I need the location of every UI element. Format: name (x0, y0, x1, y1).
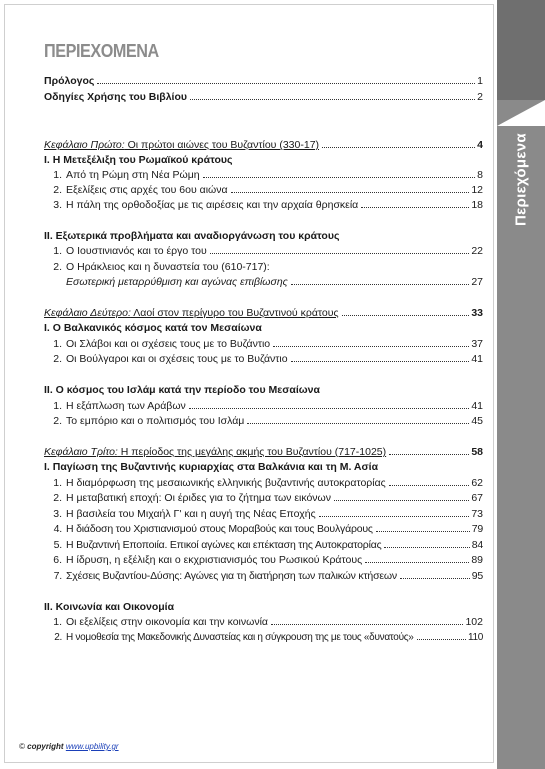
toc-number: 3. (53, 199, 62, 211)
footer-copyright (19, 742, 119, 751)
toc-page: 37 (471, 338, 483, 350)
leader-dots (203, 177, 476, 178)
section-heading-text: I. Ο Βαλκανικός κόσμος κατά τον Μεσαίωνα (44, 322, 262, 334)
toc-entry[interactable] (0, 197, 545, 213)
chapter-title: Οι πρώτοι αιώνες του Βυζαντίου (330-17) (124, 139, 320, 151)
leader-dots (247, 423, 469, 424)
toc-number: 2. (54, 632, 62, 643)
chapter-title: Η περίοδος της μεγάλης ακμής του Βυζαντίου (717-1025) (117, 446, 387, 458)
toc-entry-instructions[interactable] (0, 89, 545, 105)
toc-number: 2. (53, 492, 62, 504)
toc-entry[interactable] (0, 351, 545, 367)
toc-chapter-3[interactable] (0, 444, 545, 460)
leader-dots (384, 547, 469, 548)
toc-number: 1. (53, 169, 62, 181)
leader-dots (273, 346, 469, 347)
toc-label: Το εμπόριο και ο πολιτισμός του Ισλάμ (66, 415, 245, 427)
leader-dots (322, 147, 475, 148)
toc-number: 3. (53, 508, 62, 520)
footer-link[interactable]: www.upbility.gr (65, 742, 119, 751)
toc-entry[interactable] (0, 475, 545, 491)
leader-dots (189, 408, 470, 409)
leader-dots (97, 83, 475, 84)
toc-label: Οι Βούλγαροι και οι σχέσεις τους με το Βυζάντιο (66, 353, 288, 365)
toc-page: 102 (465, 616, 483, 628)
toc-page: 110 (467, 632, 483, 643)
toc-entry[interactable] (0, 537, 545, 553)
leader-dots (190, 99, 475, 100)
toc-page: 41 (471, 400, 483, 412)
toc-section-heading (0, 152, 545, 168)
toc-page: 73 (471, 508, 483, 520)
leader-dots (361, 207, 469, 208)
toc-label: Εξελίξεις στις αρχές του 6ου αιώνα (66, 184, 228, 196)
toc-label: Σχέσεις Βυζαντίου-Δύσης: Αγώνες για τη διατήρηση των παλικών κτήσεων (66, 570, 397, 582)
toc-entry[interactable] (0, 398, 545, 414)
toc-label: Η βασιλεία του Μιχαήλ Γ' και η αυγή της Νέας Εποχής (66, 508, 316, 520)
toc-entry[interactable] (0, 614, 545, 630)
toc-label: Εσωτερική μεταρρύθμιση και αγώνας επιβίωσης (66, 276, 288, 288)
toc-page: 95 (471, 570, 483, 582)
leader-dots (389, 454, 469, 455)
toc-entry[interactable] (0, 413, 545, 429)
toc-section-heading (0, 320, 545, 336)
toc-label: Ο Ηράκλειος και η δυναστεία του (610-717): (66, 261, 270, 273)
toc-section-heading (0, 599, 545, 615)
toc-page: 18 (471, 199, 483, 211)
section-heading-text: II. Κοινωνία και Οικονομία (44, 601, 175, 613)
toc-page: 12 (471, 184, 483, 196)
toc-page: 1 (477, 75, 483, 87)
toc-section-heading (0, 459, 545, 475)
toc-label: Η ίδρυση, η εξέλιξη και ο εκχριστιανισμός του Ρωσικού Κράτους (66, 554, 363, 566)
copyright-symbol: © (19, 742, 25, 751)
toc-section-heading (0, 382, 545, 398)
toc-entry[interactable] (0, 336, 545, 352)
toc-number: 4. (53, 523, 62, 535)
toc-number: 5. (53, 539, 62, 551)
toc-page: 22 (471, 245, 483, 257)
toc-entry-prologue[interactable] (0, 73, 545, 89)
toc-page: 89 (471, 554, 483, 566)
toc-label: Η εξάπλωση των Αράβων (66, 400, 186, 412)
toc-entry[interactable] (0, 568, 545, 584)
toc-entry[interactable] (0, 506, 545, 522)
toc-number: 1. (53, 616, 62, 628)
toc-page: 41 (471, 353, 483, 365)
toc-label: Από τη Ρώμη στη Νέα Ρώμη (66, 169, 200, 181)
leader-dots (334, 500, 469, 501)
toc-chapter-1[interactable] (0, 137, 545, 153)
toc-entry[interactable] (0, 243, 545, 259)
toc-number: 1. (53, 338, 62, 350)
toc-entry[interactable] (0, 630, 545, 646)
toc-label: Οδηγίες Χρήσης του Βιβλίου (44, 91, 187, 103)
toc-page: 4 (477, 139, 483, 151)
toc-entry[interactable] (0, 182, 545, 198)
leader-dots (417, 639, 466, 640)
toc-chapter-2[interactable] (0, 305, 545, 321)
toc-page: 27 (471, 276, 483, 288)
page-title: ΠΕΡΙΕΧΟΜΕΝΑ (44, 41, 159, 61)
toc-number: 2. (53, 353, 62, 365)
toc-label: Η Βυζαντινή Εποποιία. Επικοί αγώνες και επέκταση της Αυτοκρατορίας (66, 539, 382, 551)
toc-entry[interactable] (0, 552, 545, 568)
toc-page: 8 (477, 169, 483, 181)
toc-label: Πρόλογος (44, 75, 95, 87)
leader-dots (389, 485, 470, 486)
toc-entry[interactable] (0, 490, 545, 506)
side-tab-label: Περιεχόμενα (512, 133, 530, 227)
chapter-prefix: Κεφάλαιο Δεύτερο: (44, 307, 131, 319)
leader-dots (400, 578, 470, 579)
toc-number: 1. (53, 477, 62, 489)
section-heading-text: II. Εξωτερικά προβλήματα και αναδιοργάνωση του κράτους (44, 230, 340, 242)
leader-dots (291, 284, 470, 285)
toc-number: 1. (53, 245, 62, 257)
leader-dots (231, 192, 470, 193)
toc-label: Οι εξελίξεις στην οικονομία και την κοινωνία (66, 616, 268, 628)
leader-dots (376, 531, 470, 532)
leader-dots (271, 624, 463, 625)
toc-number: 1. (53, 400, 62, 412)
toc-label: Οι Σλάβοι και οι σχέσεις τους με το Βυζάντιο (66, 338, 271, 350)
toc-page: 67 (471, 492, 483, 504)
toc-page: 62 (471, 477, 483, 489)
toc-page: 84 (471, 539, 483, 551)
toc-number: 2. (53, 261, 62, 273)
chapter-prefix: Κεφάλαιο Πρώτο: (44, 139, 125, 151)
toc-number: 2. (53, 415, 62, 427)
leader-dots (210, 253, 470, 254)
toc-entry[interactable] (0, 521, 545, 537)
toc-page: 33 (471, 307, 483, 319)
toc-label: Ο Ιουστινιανός και το έργο του (66, 245, 207, 257)
leader-dots (342, 315, 470, 316)
toc-section-heading (0, 228, 545, 244)
toc-page: 79 (471, 523, 483, 535)
toc-entry[interactable] (0, 259, 545, 275)
leader-dots (319, 516, 470, 517)
section-heading-text: I. Παγίωση της Βυζαντινής κυριαρχίας στα Βαλκάνια και τη Μ. Ασία (44, 461, 379, 473)
section-heading-text: II. Ο κόσμος του Ισλάμ κατά την περίοδο του Μεσαίωνα (44, 384, 320, 396)
toc-label: Η διαμόρφωση της μεσαιωνικής ελληνικής βυζαντινής αυτοκρατορίας (66, 477, 386, 489)
toc-entry-continuation[interactable] (0, 274, 545, 290)
toc-entry[interactable] (0, 167, 545, 183)
toc-number: 2. (53, 184, 62, 196)
chapter-prefix: Κεφάλαιο Τρίτο: (44, 446, 118, 458)
toc-label: Η μεταβατική εποχή: Οι έριδες για το ζήτημα των εικόνων (66, 492, 331, 504)
leader-dots (291, 361, 470, 362)
toc-label: Η διάδοση του Χριστιανισμού στους Μοραβούς και τους Βουλγάρους (66, 523, 373, 535)
toc-number: 6. (53, 554, 62, 566)
toc-number: 7. (53, 570, 62, 582)
section-heading-text: I. Η Μετεξέλιξη του Ρωμαϊκού κράτους (44, 154, 233, 166)
toc-page: 58 (471, 446, 483, 458)
toc-page: 2 (477, 91, 483, 103)
copyright-text: copyright (27, 742, 64, 751)
toc-label: Η πάλη της ορθοδοξίας με τις αιρέσεις και την αρχαία θρησκεία (66, 199, 359, 211)
leader-dots (365, 562, 469, 563)
toc-page: 45 (471, 415, 483, 427)
chapter-title: Λαοί στον περίγυρο του Βυζαντινού κράτους (130, 307, 339, 319)
toc-label: Η νομοθεσία της Μακεδονικής Δυναστείας και η σύγκρουση της με τους «δυνατούς» (66, 632, 414, 643)
